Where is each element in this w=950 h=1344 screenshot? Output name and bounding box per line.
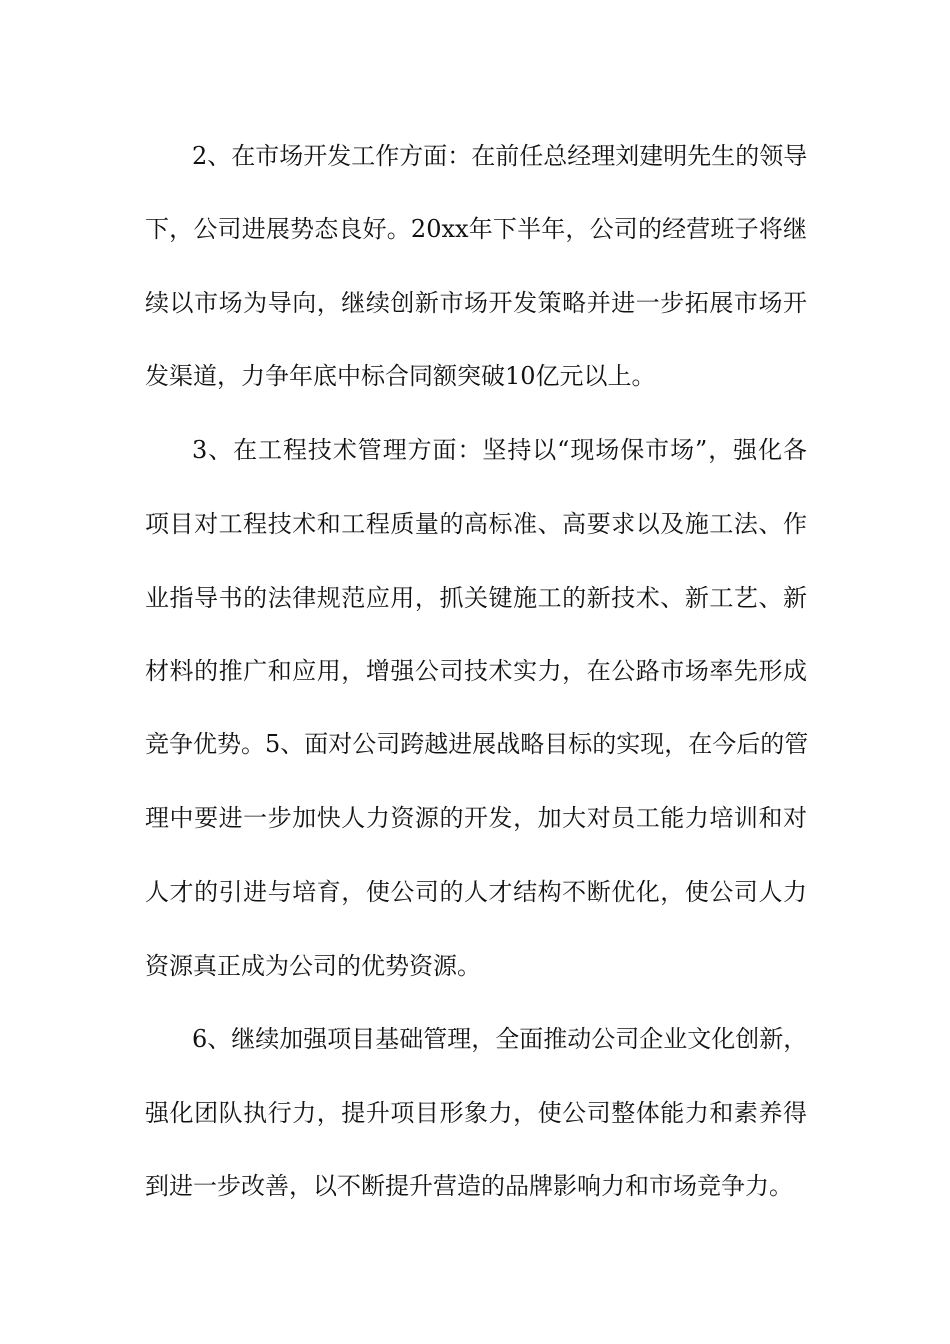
paragraph-3-line-3: 业指导书的法律规范应用，抓关键施工的新技术、新工艺、新	[145, 584, 807, 612]
paragraph-2-line-4: 发渠道，力争年底中标合同额突破10亿元以上。	[145, 362, 656, 390]
paragraph-6-line-1: 6、继续加强项目基础管理，全面推动公司企业文化创新，	[192, 1025, 808, 1053]
paragraph-2-line-2: 下，公司进展势态良好。20xx年下半年，公司的经营班子将继	[145, 215, 807, 243]
paragraph-3-line-2: 项目对工程技术和工程质量的高标准、高要求以及施工法、作	[145, 510, 807, 538]
paragraph-3-line-1: 3、在工程技术管理方面：坚持以“现场保市场”，强化各	[192, 436, 807, 464]
paragraph-6-line-3: 到进一步改善，以不断提升营造的品牌影响力和市场竞争力。	[145, 1172, 793, 1200]
paragraph-3-line-4: 材料的推广和应用，增强公司技术实力，在公路市场率先形成	[145, 657, 807, 685]
paragraph-3-line-7: 人才的引进与培育，使公司的人才结构不断优化，使公司人力	[145, 878, 807, 906]
paragraph-2-line-1: 2、在市场开发工作方面：在前任总经理刘建明先生的领导	[192, 142, 808, 170]
paragraph-3-line-8: 资源真正成为公司的优势资源。	[145, 952, 481, 980]
paragraph-3-line-5: 竞争优势。5、面对公司跨越进展战略目标的实现，在今后的管	[145, 730, 809, 758]
paragraph-3-line-6: 理中要进一步加快人力资源的开发，加大对员工能力培训和对	[145, 804, 807, 832]
paragraph-6-line-2: 强化团队执行力，提升项目形象力，使公司整体能力和素养得	[145, 1099, 807, 1127]
paragraph-2-line-3: 续以市场为导向，继续创新市场开发策略并进一步拓展市场开	[145, 289, 807, 317]
